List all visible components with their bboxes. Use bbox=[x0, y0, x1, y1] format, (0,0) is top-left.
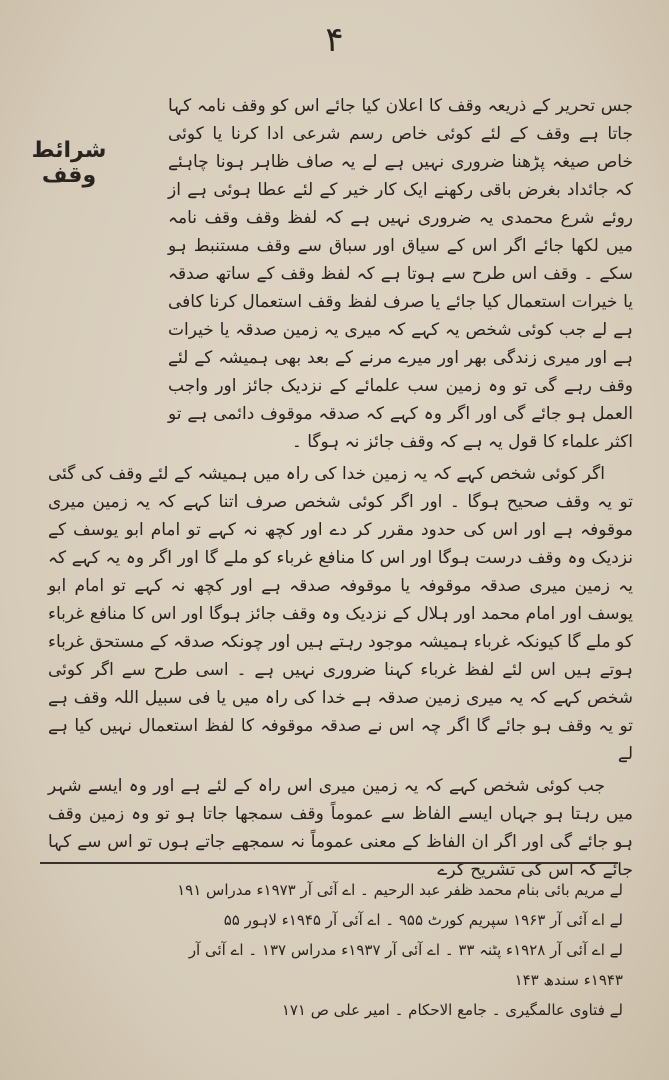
margin-heading: شرائط وقف bbox=[31, 138, 107, 188]
body-text bbox=[48, 92, 633, 888]
paragraph: جس تحریر کے ذریعہ وقف کا اعلان کیا جائے اس کو وقف نامہ کہا جاتا ہے وقف کے لئے کوئی خاص رسم شرعی ادا کرنا یا کوئی خاص صیغہ پڑھنا ضروری نہیں ہے لے یہ صاف ظاہر ہونا چاہئے کہ جائداد بغرض باقی رکھنے ایک کار خیر کے لئے عطا ہوئی ہے از روئے شرع محمدی یہ ضروری نہیں ہے کہ لفظ وقف وقف نامہ میں لکھا جائے اگر اس کے سیاق اور سباق سے وقف مستنبط ہو سکے ۔ وقف اس طرح سے ہوتا ہے کہ لفظ وقف کے ساتھ صدقہ یا خیرات استعمال کیا جائے یا صرف لفظ وقف استعمال کرنا کافی ہے لے جب کوئی شخص یہ کہے کہ میری یہ زمین صدقہ یا خیرات ہے اور میری زندگی بھر اور میرے مرنے کے بعد بھی ہمیشہ کے لئے وقف رہے گی تو وہ زمین سب علمائے کے نزدیک جائز اور واجب العمل ہو جائے گی اور اگر وہ کہے کہ صدقہ موقوف دائمی ہے تو اکثر علماء کا قول یہ ہے کہ وقف جائز نہ ہوگا ۔ bbox=[168, 96, 633, 452]
page-number: ۴ bbox=[325, 20, 344, 60]
paragraph: جب کوئی شخص کہے کہ یہ زمین میری اس راہ کے لئے ہے اور وہ ایسے شہر میں رہتا ہو جہاں ایسے الفاظ سے عموماً وقف سمجھا جاتا ہو تو وہ زمین وقف ہو جائے گی اور اگر ان الفاظ کے معنی عموماً نہ سمجھے جاتے ہوں تو اس سے کہا جائے کہ اس کی تشریح کرے bbox=[48, 776, 633, 880]
footnote: لے اے آئی آر ۱۹۲۸ء پٹنہ ۳۳ ۔ اے آئی آر ۱۹۳۷ء مدراس ۱۳۷ ۔ اے آئی آر bbox=[188, 941, 623, 959]
footnote: لے اے آئی آر ۱۹۶۳ سپریم کورٹ ۹۵۵ ۔ اے آئی آر ۱۹۴۵ء لاہور ۵۵ bbox=[223, 911, 623, 929]
footnote-divider bbox=[40, 862, 618, 864]
paragraph: اگر کوئی شخص کہے کہ یہ زمین خدا کی راہ میں ہمیشہ کے لئے وقف کی گئی تو یہ وقف صحیح ہوگا ۔ اور اگر کوئی شخص صرف اتنا کہے کہ یہ زمین میری موقوفہ ہے اور اس کی حدود مقرر کر دے اور کچھ نہ کہے تو امام ابو یوسف کے نزدیک وہ وقف درست ہوگا اور اس کا منافع غرباء کو ملے گا اور اگر وہ یہ کہے کہ یہ زمین میری صدقہ موقوفہ یا موقوفہ صدقہ ہے اور کچھ نہ کہے تو امام ابو یوسف اور امام محمد اور ہلال کے نزدیک وہ وقف جائز ہوگا اور اس کا منافع غرباء کو ملے گا کیونکہ غرباء ہمیشہ موجود رہتے ہیں اور چونکہ صدقہ کے مستحق غرباء ہوتے ہیں اس لئے لفظ غرباء کہنا ضروری نہیں ہے ۔ اسی طرح سے اگر کوئی شخص کہے کہ یہ میری زمین صدقہ ہے خدا کی راہ میں یا فی سبیل اللہ وقف ہے تو یہ وقف ہو جائے گا اگر چہ اس نے صدقہ موقوفہ کا لفظ استعمال نہیں کیا ہے لے bbox=[48, 464, 633, 764]
footnote: لے مریم بائی بنام محمد ظفر عبد الرحیم ۔ اے آئی آر ۱۹۷۳ء مدراس ۱۹۱ bbox=[177, 881, 623, 899]
footnotes bbox=[48, 875, 623, 1025]
footnote: لے فتاوی عالمگیری ۔ جامع الاحکام ۔ امیر علی ص ۱۷۱ bbox=[281, 1001, 623, 1019]
footnote: ۱۹۴۳ء سندھ ۱۴۳ bbox=[514, 971, 623, 989]
